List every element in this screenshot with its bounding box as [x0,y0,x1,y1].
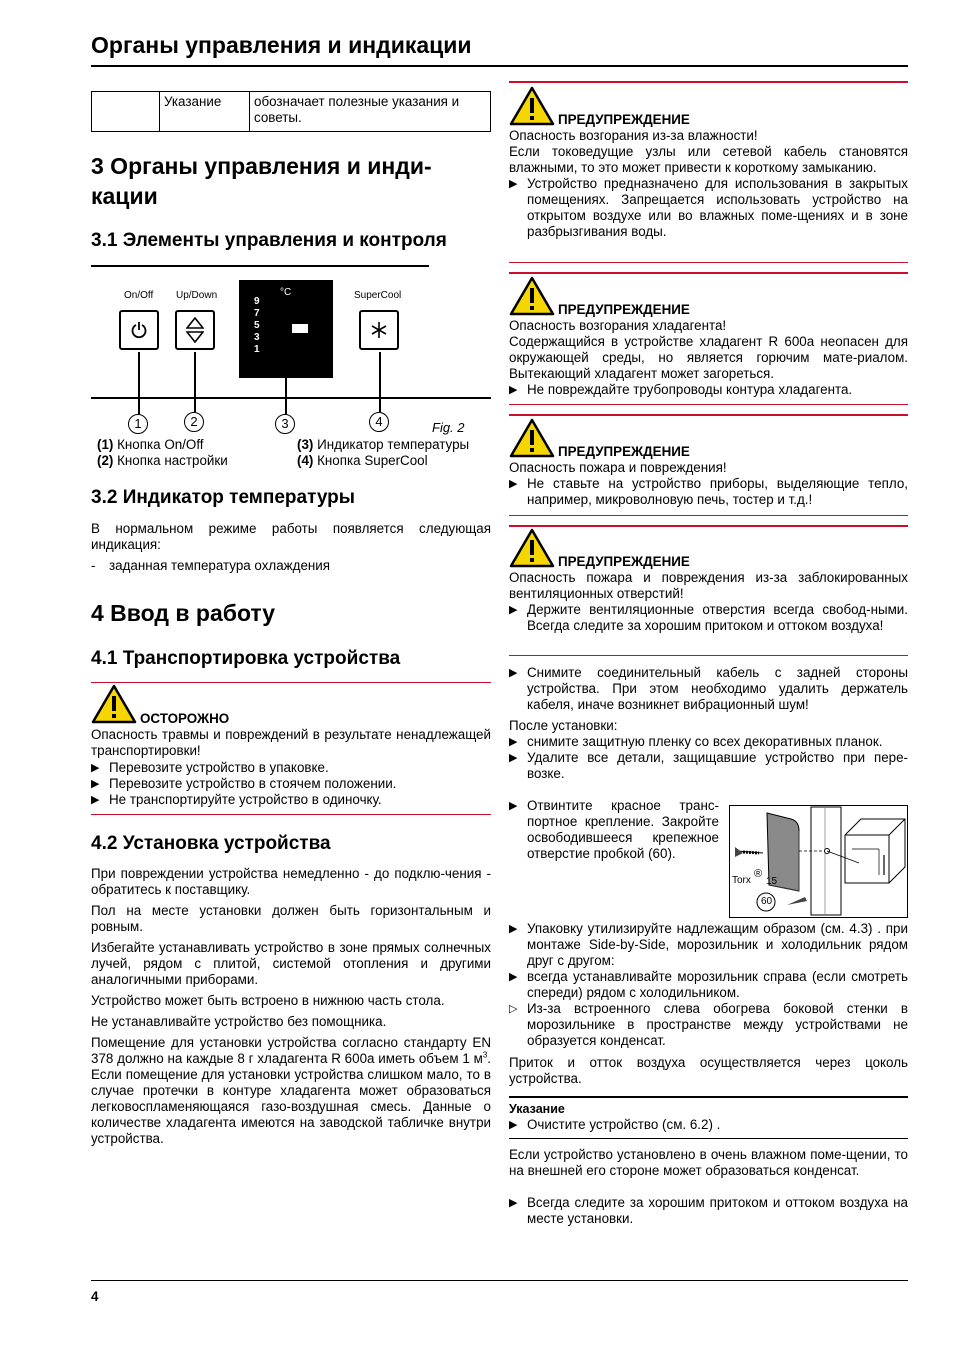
note-desc-cell: обозначает полезные указания и советы. [250,92,491,132]
warning3-heading: ПРЕДУПРЕЖДЕНИЕ [558,444,690,459]
section3-1-rule [91,265,429,267]
warning3-bullet: ▶ Не ставьте на устройство приборы, выделяющие тепло, например, микроволновую печь, тостер и т.д.! [509,476,908,507]
transport-bracket-illustration [729,805,908,918]
caution-heading: ОСТОРОЖНО [140,711,230,726]
refrigerant-volume-para: Помещение для установки устройства согласно стандарту EN 378 должно на каждые 8 г хладагента R 600a иметь объем 1 $м^3$. Если помещение для установки устройства слишком мало, то в случае протечки в контуре хладагента может образоваться легковоспламеняющаяся газо-воздушная смесь. Данные о количестве хладагента имеются на заводской табличке внутри устройства. [91,1035,491,1146]
callout-3: 3 [275,414,295,434]
display-scale: 9 7 5 3 1 [254,296,260,355]
caution-bullet: ▶ Перевозите устройство в стоячем положении. [91,776,397,791]
after-install-bullets [509,734,908,782]
warning1-top-rule [509,81,908,83]
pack-bullet: ▶ Упаковку утилизируйте надлежащим образом (см. 4.3) . при монтаже Side-by-Side, морозильник и холодильник рядом друг с другом: [509,921,908,968]
note-bullet: ▶ Очистите устройство (см. 6.2) . [509,1117,721,1132]
section4-1-heading: 4.1 Транспортировка устройства [91,648,401,669]
remove-bullet: ▶ Удалите все детали, защищавшие устройство при пере-возке. [509,750,908,781]
note-table [91,91,491,132]
warning4-body: Опасность пожара и повреждения из-за заблокированных вентиляционных отверстий! ▶ Держите вентиляционные отверстия всегда свобод-ными. Всегда следите за хорошим притоком и оттоком воздуха! [509,570,908,633]
freezer-bullet: ▶ всегда устанавливайте морозильник справа (если смотреть спереди) рядом с холодильником. [509,969,908,1000]
section3-2-dash: - [91,558,96,573]
warning2-body: Опасность возгорания хладагента! Содержащийся в устройстве хладагент R 600a неопасен для окружающей среды, но является горючим мате-риалом. Вытекающий хладагент может загореться. ▶ Не повреждайте трубопроводы контура хладагента. [509,318,908,397]
warning1-icon [509,86,555,126]
plug-60-label: 60 [760,896,773,907]
supercool-button[interactable] [359,310,399,350]
callout-2: 2 [184,412,204,432]
temperature-display [239,280,333,378]
warning4-bottom-rule [509,655,908,656]
warning3-bottom-rule [509,515,908,516]
warning3-icon [509,418,555,458]
note-icon-cell [92,92,160,132]
warning4-heading: ПРЕДУПРЕЖДЕНИЕ [558,554,690,569]
section4-2-heading: 4.2 Установка устройства [91,833,331,854]
red-bracket-bullet: ▶ Отвинтите красное транс-портное крепление. Закройте освободившееся крепежное отверстие пробкой (60). [509,798,719,861]
caution-warning-icon [91,684,137,724]
on-off-label: On/Off [124,290,154,301]
caution-text: Опасность травмы и повреждений в результате ненадлежащей транспортировки! [91,727,491,758]
install-paragraphs: При повреждении устройства немедленно - до подклю-чения - обратитесь к поставщику. Пол на месте установки должен быть горизонтальным и ровным. Избегайте устанавливать устройство в зоне прямых солнечных лучей, рядом с плитой, системой отопления и другими аналогичными приборами. Устройство может быть встроено в нижнюю часть стола. Не устанавливайте устройство без помощника. Помещение для установки устройства согласно стандарту EN 378 должно на каждые 8 г хладагента R 600a иметь объем 1 $м^3$. Если помещение для установки устройства слишком мало, то в случае протечки в контуре хладагента может образоваться легковоспламеняющаяся газо-воздушная смесь. Данные о количестве хладагента имеются на заводской табличке внутри устройства. [91,866,491,1146]
section3-2-heading: 3.2 Индикатор температуры [91,487,356,508]
note-top-rule [509,1096,908,1098]
note-label-cell: Указание [160,92,250,132]
warning2-top-rule [509,272,908,274]
supercool-label: SuperCool [354,290,402,301]
section3-1-heading: 3.1 Элементы управления и контроля [91,230,447,251]
up-down-button[interactable] [175,310,215,350]
cable-bullet: ▶ Снимите соединительный кабель с задней стороны устройства. При этом необходимо удалить держатель кабеля, иначе возникнет вибрационный шум! [509,665,908,712]
callout-1: 1 [128,414,148,434]
disposal-bullets [509,921,908,1049]
caution-bullets [91,760,491,808]
warning1-bottom-rule [509,262,908,263]
warning1-body: Опасность возгорания из-за влажности! Если токоведущие узлы или сетевой кабель становятся влажными, то это может привести к короткому замыканию. ▶ Устройство предназначено для использования в закрытых помещениях. Запрещается использовать устройство на открытом воздухе или во влажных поме-щениях и в зоне разбрызгивания воды. [509,128,908,239]
on-off-button[interactable] [119,310,159,350]
warning2-heading: ПРЕДУПРЕЖДЕНИЕ [558,302,690,317]
caution-bottom-rule [91,814,491,815]
page-header-title: Органы управления и индикации [91,32,472,58]
warning1-heading: ПРЕДУПРЕЖДЕНИЕ [558,112,690,127]
warning4-bullet: ▶ Держите вентиляционные отверстия всегда свобод-ными. Всегда следите за хорошим притоком и оттоком воздуха! [509,602,908,633]
air-paragraph: Приток и отток воздуха осуществляется через цоколь устройства. [509,1055,908,1086]
air-bullet: ▶ Всегда следите за хорошим притоком и оттоком воздуха на месте установки. [509,1195,908,1226]
page-number: 4 [91,1289,99,1304]
header-rule [91,65,908,67]
section3-2-para: В нормальном режиме работы появляется следующая индикация: [91,521,491,552]
up-down-arrows-icon [186,317,204,343]
control-panel-figure [91,280,491,440]
warning4-top-rule [509,525,908,527]
callout-4: 4 [369,412,389,432]
power-icon [131,321,147,339]
snowflake-icon [370,321,388,339]
section3-title: 3 Органы управления и инди- кации [91,153,432,209]
warning3-top-rule [509,414,908,416]
registered-mark: ® [754,868,763,880]
humid-paragraph: Если устройство установлено в очень влажном поме-щении, то на внешней его стороне может образоваться конденсат. [509,1147,908,1178]
up-down-label: Up/Down [176,290,218,301]
warning1-bullet: ▶ Устройство предназначено для использования в закрытых помещениях. Запрещается использовать устройство на открытом воздухе или во влажных поме-щениях и в зоне разбрызгивания воды. [509,176,908,239]
after-install-label: После установки: [509,718,618,733]
panel-base-line [91,397,491,399]
torx-size: 15 [766,876,778,887]
display-unit: °C [280,287,292,298]
figure-caption: Fig. 2 [432,420,465,435]
note-heading: Указание [509,1102,565,1116]
warning2-bottom-rule [509,404,908,405]
section3-2-item: заданная температура охлаждения [109,558,331,573]
warning3-body: Опасность пожара и повреждения! ▶ Не ставьте на устройство приборы, выделяющие тепло, например, микроволновую печь, тостер и т.д.! [509,460,908,507]
warning4-icon [509,528,555,568]
heat-bullet: ▷ Из-за встроенного слева обогрева боковой стенки в морозильнике в пространстве между устройствами не образуется конденсат. [509,1001,908,1048]
note-bottom-rule [509,1138,908,1139]
footer-rule [91,1280,908,1281]
warning2-bullet: ▶ Не повреждайте трубопроводы контура хладагента. [509,382,853,397]
caution-bullet: ▶ Не транспортируйте устройство в одиночку. [91,792,382,807]
section4-title: 4 Ввод в работу [91,600,276,626]
torx-label: Torx [732,875,751,886]
warning2-icon [509,276,555,316]
film-bullet: ▶ снимите защитную пленку со всех декоративных планок. [509,734,883,749]
display-segment [292,324,308,333]
caution-top-rule [91,682,491,683]
caution-bullet: ▶ Перевозите устройство в упаковке. [91,760,329,775]
figure-legend: (1) Кнопка On/Off (3) Индикатор температуры (2) Кнопка настройки (4) Кнопка SuperCool [97,437,470,468]
